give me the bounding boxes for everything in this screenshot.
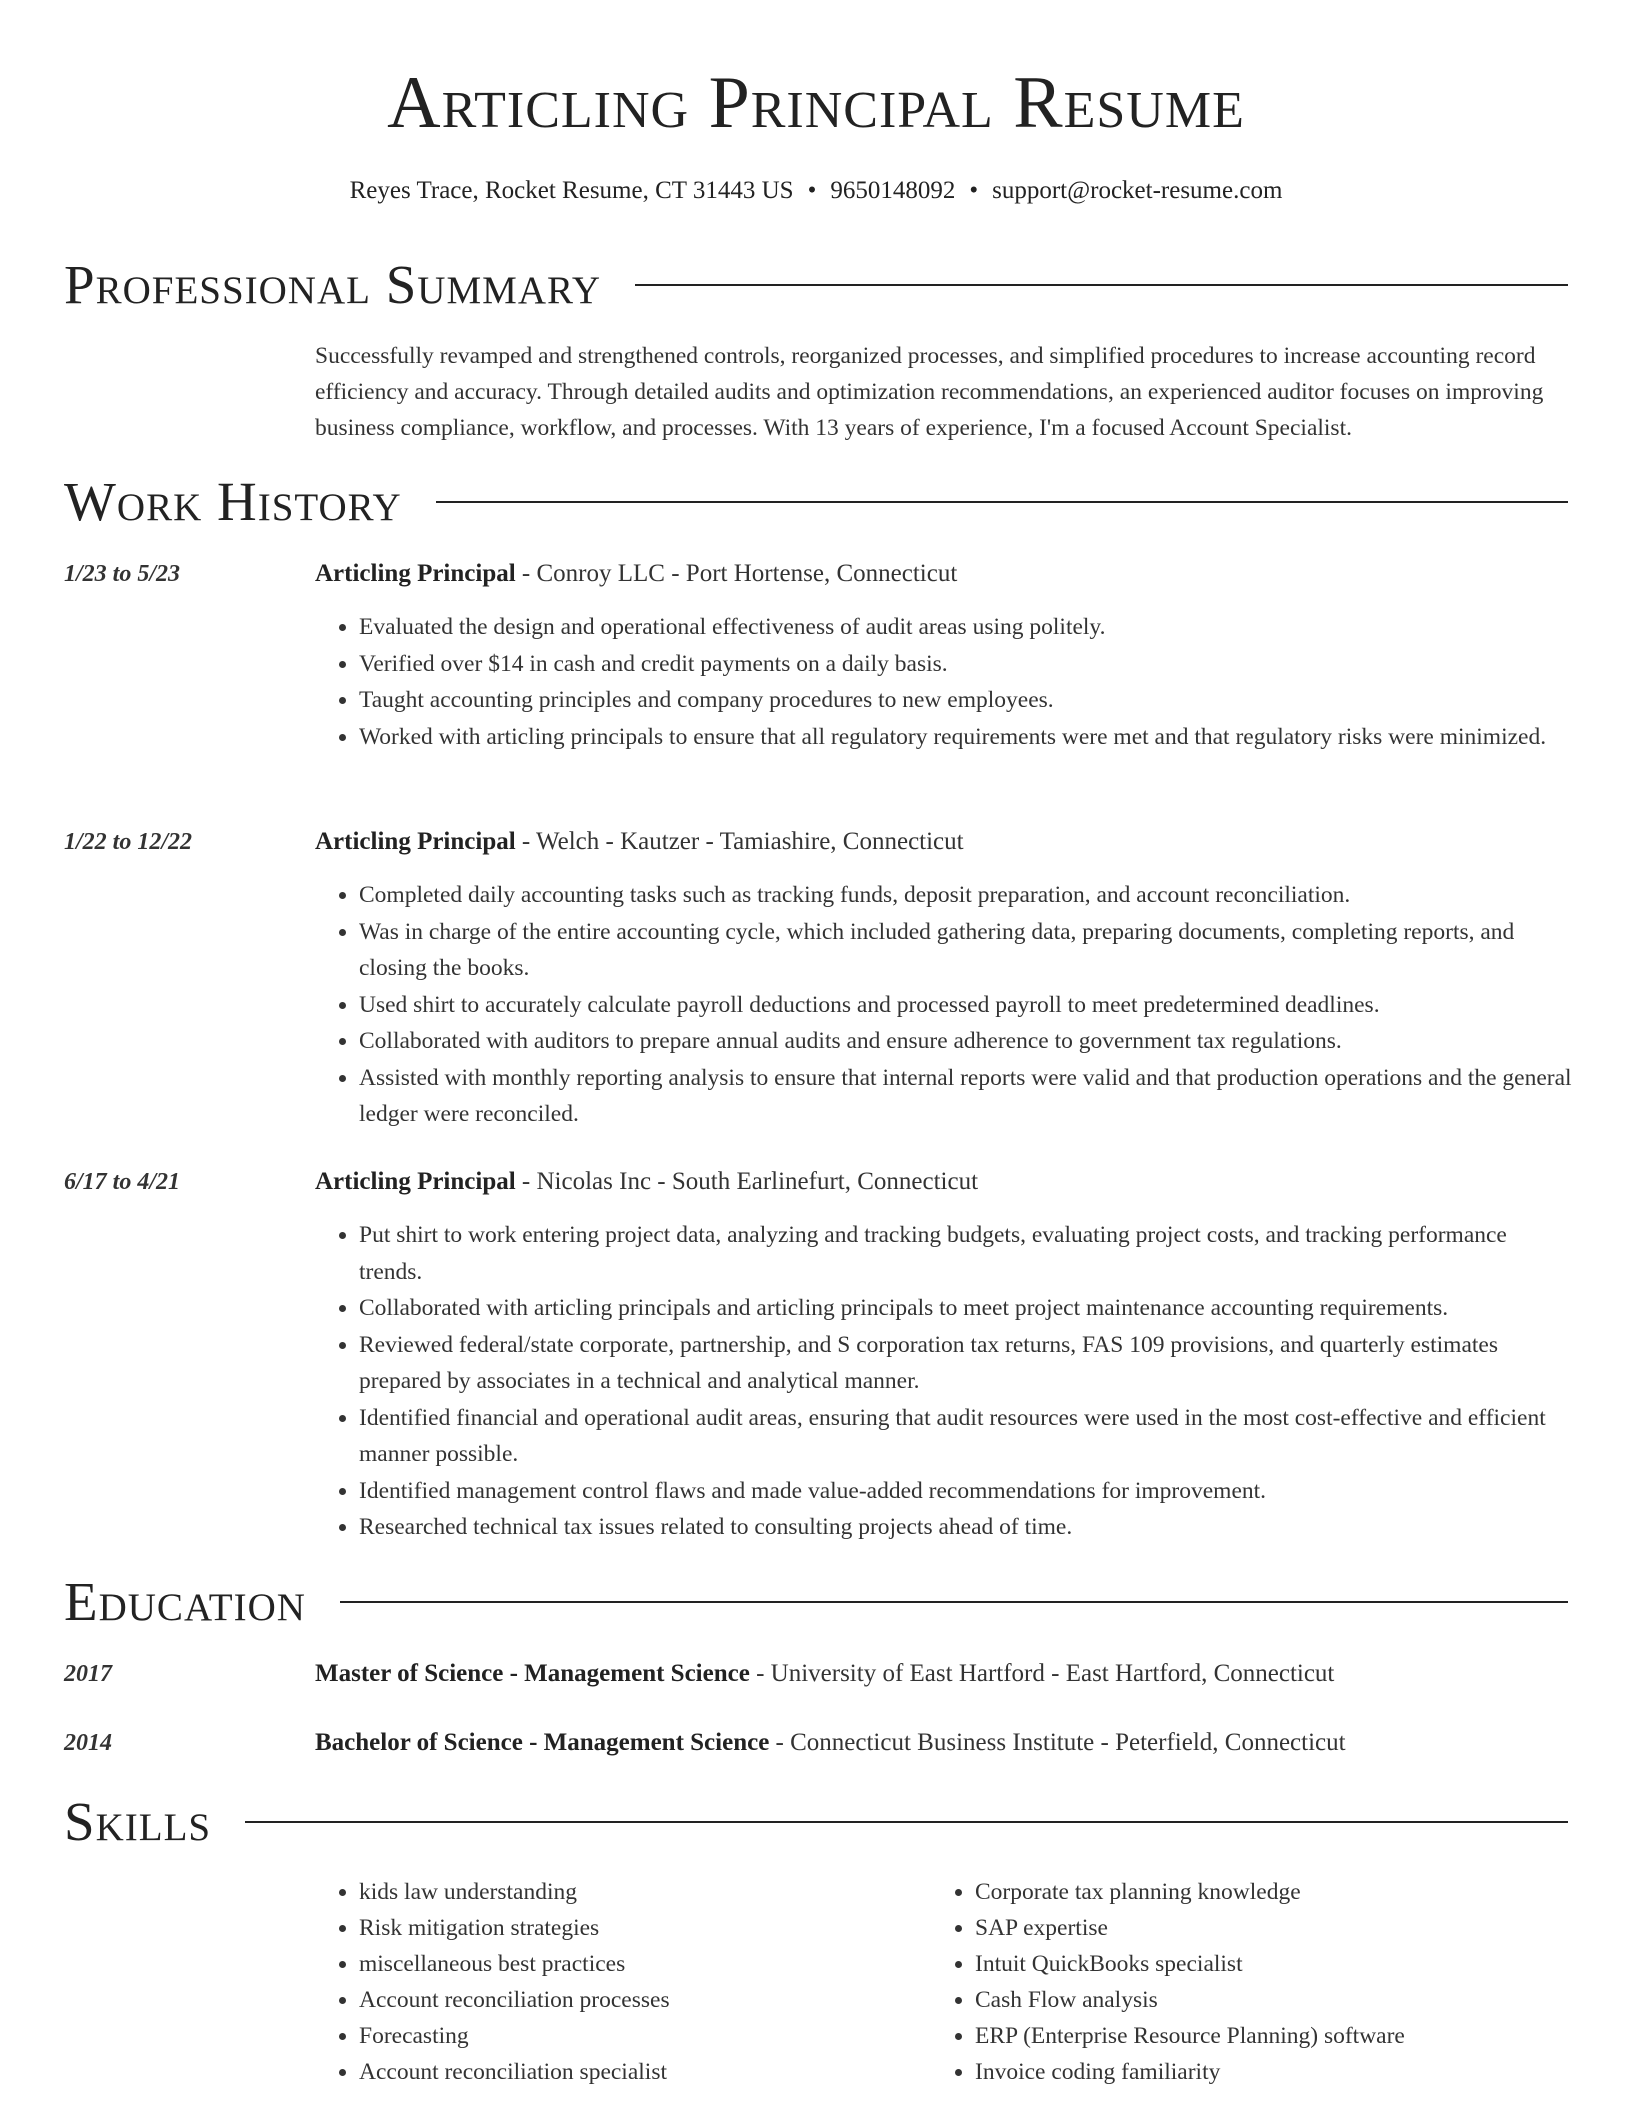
job-heading [315, 1165, 1574, 1199]
education-degree: Master of Science - Management Science [315, 1660, 750, 1687]
skills-column-left [315, 1874, 931, 2090]
job-bullet: • Completed daily accounting tasks such as tracking funds, deposit preparation, and account reconciliation. [359, 877, 1574, 914]
job-bullet: • Evaluated the design and operational effectiveness of audit areas using politely. [359, 609, 1574, 646]
section-title: Skills [64, 1791, 212, 1852]
page-title: Articling Principal Resume [387, 62, 1245, 144]
section-title: Professional Summary [64, 254, 602, 315]
section-heading-summary [64, 254, 1568, 316]
contact-address: Reyes Trace, Rocket Resume, CT 31443 US [349, 177, 794, 204]
job-bullet: • Taught accounting principles and company procedures to new employees. [359, 682, 1574, 719]
job-dates: 6/17 to 4/21 [64, 1169, 181, 1195]
job-bullet: • Verified over $14 in cash and credit payments on a daily basis. [359, 646, 1574, 683]
education-heading [315, 1726, 1574, 1760]
job-bullet: • Used shirt to accurately calculate payroll deductions and processed payroll to meet predetermined deadlines. [359, 987, 1574, 1024]
job-company: - Welch - Kautzer - Tamiashire, Connecticut [515, 828, 964, 855]
job-heading [315, 825, 1574, 859]
contact-phone: 9650148092 [830, 177, 956, 204]
job-title: Articling Principal [315, 828, 516, 855]
job-title: Articling Principal [315, 560, 516, 587]
section-divider [635, 284, 1568, 286]
skill-item: • Forecasting [359, 2018, 931, 2054]
section-divider [340, 1601, 1568, 1603]
skill-item: • kids law understanding [359, 1874, 931, 1910]
education-degree: Bachelor of Science - Management Science [315, 1729, 770, 1756]
contact-email: support@rocket-resume.com [992, 177, 1283, 204]
job-bullet: • Reviewed federal/state corporate, partnership, and S corporation tax returns, FAS 109 provisions, and quarterly estimates prepared by associates in a technical and analytical manner. [359, 1327, 1574, 1400]
section-heading-skills [64, 1791, 1568, 1853]
skill-item: • Invoice coding familiarity [975, 2054, 1547, 2090]
skills-list [315, 1874, 1575, 2090]
skill-item: • Corporate tax planning knowledge [975, 1874, 1547, 1910]
skill-item: • SAP expertise [975, 1910, 1547, 1946]
job-bullet: • Identified financial and operational audit areas, ensuring that audit resources were used in the most cost-effective and efficient manner possible. [359, 1400, 1574, 1473]
job-bullet: • Collaborated with articling principals and articling principals to meet project maintenance accounting requirements. [359, 1290, 1574, 1327]
education-entry [64, 1726, 1574, 1760]
skill-item: • Account reconciliation processes [359, 1982, 931, 2018]
education-heading [315, 1657, 1574, 1691]
section-divider [245, 1821, 1568, 1823]
skill-item: • Account reconciliation specialist [359, 2054, 931, 2090]
contact-line [0, 174, 1632, 208]
job-title: Articling Principal [315, 1168, 516, 1195]
job-bullet: • Worked with articling principals to ensure that all regulatory requirements were met and that regulatory risks were minimized. [359, 719, 1574, 756]
job-heading [315, 557, 1574, 591]
job-entry [64, 1165, 1574, 1546]
skill-item: • miscellaneous best practices [359, 1946, 931, 1982]
job-entry [64, 557, 1574, 755]
job-bullet: • Researched technical tax issues related to consulting projects ahead of time. [359, 1509, 1574, 1546]
education-entry [64, 1657, 1574, 1691]
job-company: - Conroy LLC - Port Hortense, Connecticut [515, 560, 958, 587]
job-dates: 1/22 to 12/22 [64, 829, 193, 855]
job-bullet: • Collaborated with auditors to prepare annual audits and ensure adherence to government tax regulations. [359, 1023, 1574, 1060]
education-school: - Connecticut Business Institute - Peterfield, Connecticut [769, 1729, 1346, 1756]
job-entry [64, 825, 1574, 1133]
section-title: Work History [64, 471, 402, 532]
job-bullet: • Was in charge of the entire accounting cycle, which included gathering data, preparing documents, completing reports, and closing the books. [359, 914, 1574, 987]
job-bullet: • Identified management control flaws and made value-added recommendations for improvement. [359, 1473, 1574, 1510]
section-heading-work-history [64, 471, 1568, 533]
job-dates: 1/23 to 5/23 [64, 561, 181, 587]
section-divider [436, 501, 1568, 503]
education-school: - University of East Hartford - East Hartford, Connecticut [749, 1660, 1335, 1687]
section-heading-education [64, 1571, 1568, 1633]
summary-text: Successfully revamped and strengthened controls, reorganized processes, and simplified procedures to increase accounting record efficiency and accuracy. Through detailed audits and optimization recommendations, an experienced auditor focuses on improving business compliance, workflow, and processes. With 13 years of experience, I'm a focused Account Specialist. [315, 343, 1544, 441]
job-company: - Nicolas Inc - South Earlinefurt, Connecticut [515, 1168, 979, 1195]
skill-item: • Intuit QuickBooks specialist [975, 1946, 1547, 1982]
contact-separator: • [969, 177, 979, 204]
job-bullet: • Put shirt to work entering project data, analyzing and tracking budgets, evaluating project costs, and tracking performance trends. [359, 1217, 1574, 1290]
job-bullet: • Assisted with monthly reporting analysis to ensure that internal reports were valid and that production operations and the general ledger were reconciled. [359, 1060, 1574, 1133]
skill-item: • ERP (Enterprise Resource Planning) software [975, 2018, 1547, 2054]
education-year: 2017 [64, 1661, 112, 1687]
skill-item: • Cash Flow analysis [975, 1982, 1547, 2018]
job-bullets [315, 1217, 1574, 1546]
skill-item: • Risk mitigation strategies [359, 1910, 931, 1946]
job-bullets [315, 877, 1574, 1133]
job-bullets [315, 609, 1574, 755]
contact-separator: • [807, 177, 817, 204]
section-title: Education [64, 1571, 306, 1632]
skills-column-right [931, 1874, 1547, 2090]
education-year: 2014 [64, 1730, 112, 1756]
